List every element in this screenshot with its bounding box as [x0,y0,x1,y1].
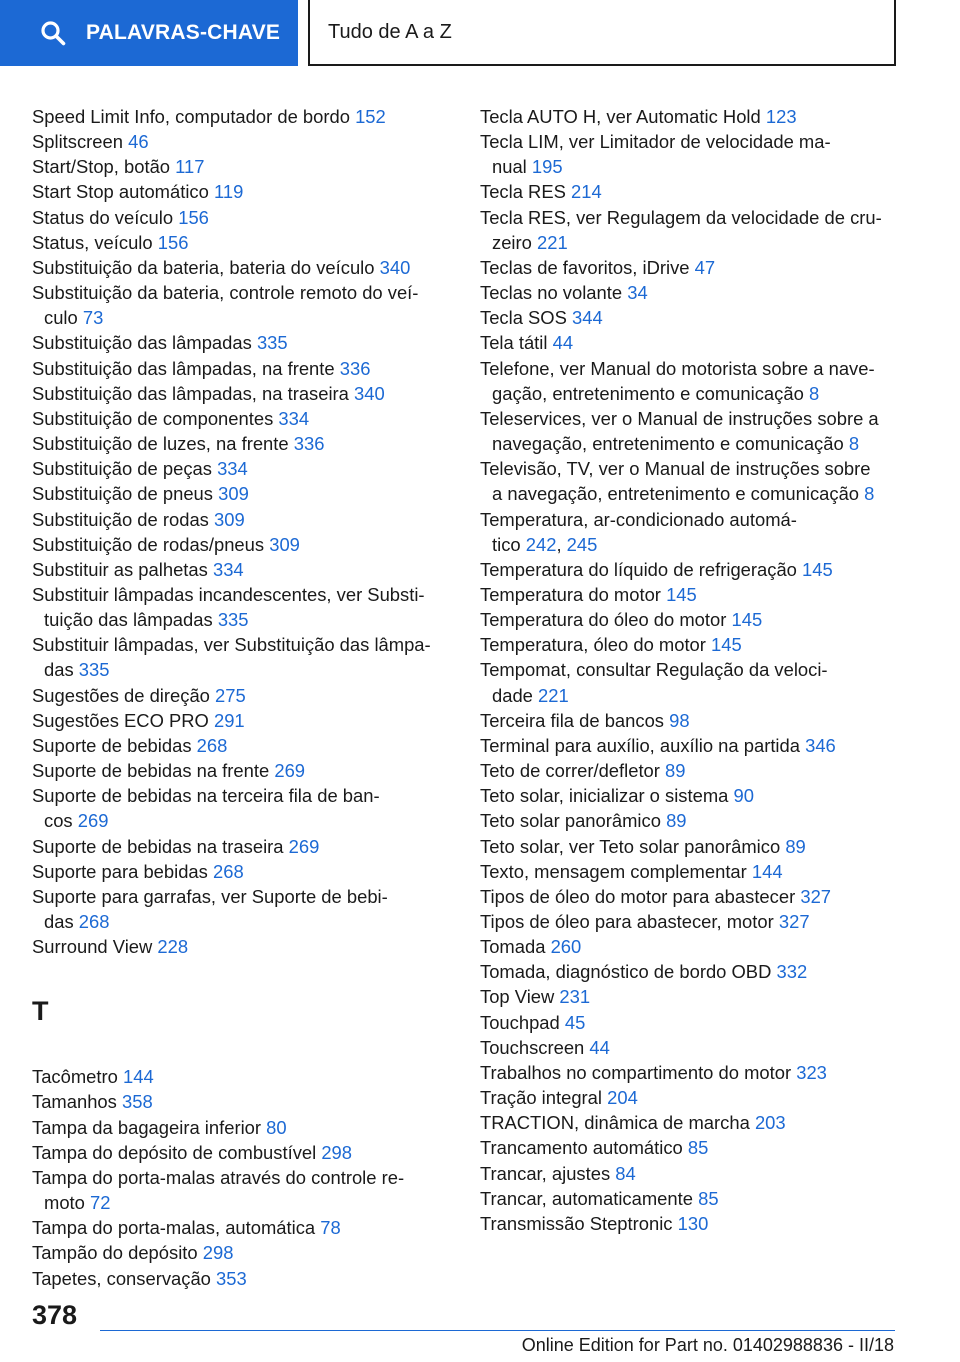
page-link[interactable]: 334 [217,458,248,480]
index-entry: Tampa do depósito de combustível 298 [32,1141,353,1163]
header [0,0,960,66]
keywords-label: PALAVRAS-CHAVE [86,21,281,44]
page-link[interactable]: 145 [711,634,742,656]
page-link[interactable]: 334 [212,558,244,580]
page-link[interactable]: 44 [589,1036,610,1058]
page-link[interactable]: 336 [339,357,371,379]
page-link[interactable]: 335 [217,609,249,631]
page-link[interactable]: 89 [785,835,806,857]
index-entry: Texto, mensagem complementar 144 [480,860,783,882]
page-link[interactable]: 346 [805,734,836,756]
page-link[interactable]: 291 [213,709,245,731]
index-entry: Touchpad 45 [480,1011,586,1033]
index-entry: Sugestões ECO PRO 291 [32,709,245,731]
page-link[interactable]: 47 [694,256,716,278]
page-link[interactable]: 145 [731,609,763,631]
index-entry: Trancar, automaticamente 85 [480,1187,719,1209]
page-link[interactable]: 228 [157,936,189,958]
page-link[interactable]: 84 [615,1162,636,1184]
page-link[interactable]: 119 [213,181,244,203]
index-entry: Temperatura do óleo do motor 145 [480,609,763,631]
index-entry: Suporte de bebidas na traseira 269 [32,835,320,857]
page-link[interactable]: 72 [90,1192,111,1214]
page-link[interactable]: 46 [128,131,149,153]
page-link[interactable]: 145 [802,558,833,580]
index-entry: Status do veículo 156 [32,206,209,228]
index-entry: Tela tátil 44 [480,332,574,354]
page-link[interactable]: 327 [778,911,810,932]
page-link[interactable]: 44 [552,332,574,354]
index-entry: Trabalhos no compartimento do motor 323 [480,1061,827,1083]
index-entry: Teclas de favoritos, iDrive 47 [480,256,716,278]
index-entry: Substituição de luzes, na frente 336 [32,433,325,455]
index-entry: Substituição da bateria, controle remoto do veí- culo 73 [32,282,419,329]
index-entry: Substituição de componentes 334 [32,407,310,429]
page-link[interactable]: 242 [525,533,557,555]
page-link[interactable]: 117 [175,156,205,178]
index-entry: Teto solar, inicializar o sistema 90 [480,785,754,807]
page-link[interactable]: 34 [627,282,648,304]
index-entry: Teto solar, ver Teto solar panorâmico 89 [480,835,806,857]
page-number: 378 [32,1300,78,1330]
index-entry: Tecla SOS 344 [480,307,603,329]
index-entry: Substituição da bateria, bateria do veículo 340 [32,256,411,278]
index-entry: Touchscreen 44 [480,1036,610,1058]
page-link[interactable]: 152 [355,106,386,127]
index-entry: TRACTION, dinâmica de marcha 203 [480,1112,786,1134]
index-entry: Substituir as palhetas 334 [32,558,244,580]
page-link[interactable]: 340 [379,256,411,278]
index-entry: Tampa do porta-malas através do controle re- moto 72 [32,1166,405,1214]
index-entry: Start/Stop, botão 117 [32,156,205,178]
index-entry: Substituição das lâmpadas, na traseira 340 [32,382,385,404]
section-label: Tudo de A a Z [328,20,452,43]
index-entry: Tacômetro 144 [32,1066,154,1088]
index-entry: Tempomat, consultar Regulação da veloci- dade 221 [480,659,828,706]
page-link[interactable]: 269 [288,835,320,857]
page-link[interactable]: 231 [559,986,591,1008]
index-entry: Temperatura do motor 145 [480,583,697,605]
index-entry: Tampa do porta-malas, automática 78 [32,1217,341,1239]
index-entry: Tecla RES, ver Regulagem da velocidade de cru- zeiro 221 [480,206,882,253]
index-entry: Terceira fila de bancos 98 [480,709,690,731]
index-entry: Tomada 260 [480,936,582,958]
index-entry: Top View 231 [480,986,591,1008]
index-entry: Substituir lâmpadas, ver Substituição das lâmpa- das 335 [32,634,431,681]
search-icon [40,20,66,46]
index-entry: Telefone, ver Manual do motorista sobre a nave- gação, entretenimento e comunicação 8 [480,357,875,404]
page-link[interactable]: 309 [214,508,245,530]
page-link[interactable]: 214 [570,181,602,203]
page-link[interactable]: 98 [669,709,690,731]
index-column-left [32,104,452,1291]
index-entry: Tapetes, conservação 353 [32,1267,247,1289]
page-link[interactable]: 80 [266,1116,287,1138]
page-link[interactable]: 221 [537,231,568,253]
page-link[interactable]: 8 [864,483,875,505]
index-entry: Tração integral 204 [480,1087,638,1109]
index-entry: Suporte de bebidas na frente 269 [32,760,306,782]
index-entry: Sugestões de direção 275 [32,684,246,706]
index-entry: Substituição de rodas/pneus 309 [32,533,300,555]
index-entry: Suporte para bebidas 268 [32,860,244,882]
index-entry: Substituição de rodas 309 [32,508,245,530]
index-entry: Temperatura, óleo do motor 145 [480,634,742,656]
section-letter: T [32,996,49,1027]
index-entry: Surround View 228 [32,936,189,958]
index-entry: Suporte de bebidas 268 [32,734,228,756]
index-entry: Teleservices, ver o Manual de instruções sobre a navegação, entretenimento e comunicação 8 [480,407,879,455]
page-link[interactable]: 45 [564,1011,586,1033]
index-entry: Tamanhos 358 [32,1091,153,1113]
page-link[interactable]: 8 [808,382,820,404]
section-tab[interactable] [308,0,896,66]
page-link[interactable]: 269 [274,760,306,782]
page-link[interactable]: 327 [800,885,832,907]
index-entry: Splitscreen 46 [32,131,149,153]
page-link[interactable]: 358 [121,1091,153,1113]
page-link[interactable]: 336 [293,433,325,455]
page-link[interactable]: 268 [196,734,228,756]
page-link[interactable]: 144 [122,1066,154,1088]
page-link[interactable]: 156 [178,206,209,228]
page-link[interactable]: 335 [256,332,288,354]
page-link[interactable]: 309 [218,483,249,505]
page-link[interactable]: 89 [665,760,686,782]
page-link[interactable]: 269 [77,810,109,832]
page-link[interactable]: 323 [796,1061,827,1083]
index-entry: Terminal para auxílio, auxílio na partida 346 [480,734,836,756]
index-column-right [480,104,920,1236]
index-entry: Tampão do depósito 298 [32,1242,234,1264]
page-link[interactable]: 260 [550,936,582,958]
index-entry: Teto solar panorâmico 89 [480,810,687,832]
page-link[interactable]: 85 [687,1137,709,1159]
index-entry: Tomada, diagnóstico de bordo OBD 332 [480,961,808,983]
page-link[interactable]: 298 [202,1242,234,1264]
index-entry: Tipos de óleo para abastecer, motor 327 [480,911,810,932]
index-entry: Tipos de óleo do motor para abastecer 327 [480,885,832,907]
index-entry: Tecla LIM, ver Limitador de velocidade ma- nual 195 [480,131,831,178]
page-link[interactable]: 332 [776,961,808,983]
page-link[interactable]: 268 [78,911,110,932]
index-entry: Suporte de bebidas na terceira fila de ban- cos 269 [32,785,380,832]
page-link[interactable]: 195 [531,156,563,178]
index-entry: Tecla AUTO H, ver Automatic Hold 123 [480,106,797,127]
page-link[interactable]: 245 [566,533,598,555]
footer-divider [100,1330,895,1331]
page-link[interactable]: 73 [82,307,104,329]
page-link[interactable]: 8 [848,433,860,455]
index-entry: Substituir lâmpadas incandescentes, ver Substi- tuição das lâmpadas 335 [32,583,425,631]
page-link[interactable]: 89 [666,810,687,832]
index-entry: Substituição das lâmpadas 335 [32,332,288,354]
page-link[interactable]: 334 [278,407,310,429]
page-link[interactable]: 144 [751,860,783,882]
page-link[interactable]: 203 [754,1112,786,1134]
page-link[interactable]: 298 [321,1141,353,1163]
page-link[interactable]: 204 [607,1087,638,1109]
page-link[interactable]: 344 [572,307,603,329]
page-link[interactable]: 130 [677,1212,709,1234]
page-link[interactable]: 268 [213,860,244,882]
page-link[interactable]: 145 [666,583,697,605]
index-entry: Suporte para garrafas, ver Suporte de bebi- das 268 [32,885,388,932]
page-link[interactable]: 90 [733,785,754,807]
page-link[interactable]: 221 [538,684,569,706]
page-link[interactable]: 275 [215,684,246,706]
page-link[interactable]: 78 [320,1217,341,1239]
index-entry: Trancar, ajustes 84 [480,1162,636,1184]
page-link[interactable]: 123 [765,106,797,127]
index-entry: Substituição das lâmpadas, na frente 336 [32,357,371,379]
index-entry: Teclas no volante 34 [480,282,648,304]
index-entry: Teto de correr/defletor 89 [480,760,686,782]
index-entry: Tecla RES 214 [480,181,602,203]
keywords-button[interactable] [0,0,298,66]
index-entry: Trancamento automático 85 [480,1137,709,1159]
index-entry: Substituição de peças 334 [32,458,248,480]
index-entry: Temperatura do líquido de refrigeração 145 [480,558,833,580]
page-link[interactable]: 335 [78,659,110,681]
index-entry: Tampa da bagageira inferior 80 [32,1116,287,1138]
page-link[interactable]: 340 [354,382,385,404]
page-link[interactable]: 309 [269,533,300,555]
index-entry: Televisão, TV, ver o Manual de instruções sobre a navegação, entretenimento e comunicação 8 [480,458,875,505]
page-link[interactable]: 353 [216,1267,247,1289]
index-entry: Status, veículo 156 [32,231,189,253]
edition-footer: Online Edition for Part no. 01402988836 - II/18 [521,1335,894,1355]
index-entry: Speed Limit Info, computador de bordo 152 [32,106,386,127]
index-entry: Temperatura, ar-condicionado automá- tico 242, 245 [480,508,797,555]
index-entry: Start Stop automático 119 [32,181,244,203]
index-entry: Substituição de pneus 309 [32,483,249,505]
page-link[interactable]: 156 [157,231,189,253]
index-entry: Transmissão Steptronic 130 [480,1212,709,1234]
page-link[interactable]: 85 [698,1187,719,1209]
